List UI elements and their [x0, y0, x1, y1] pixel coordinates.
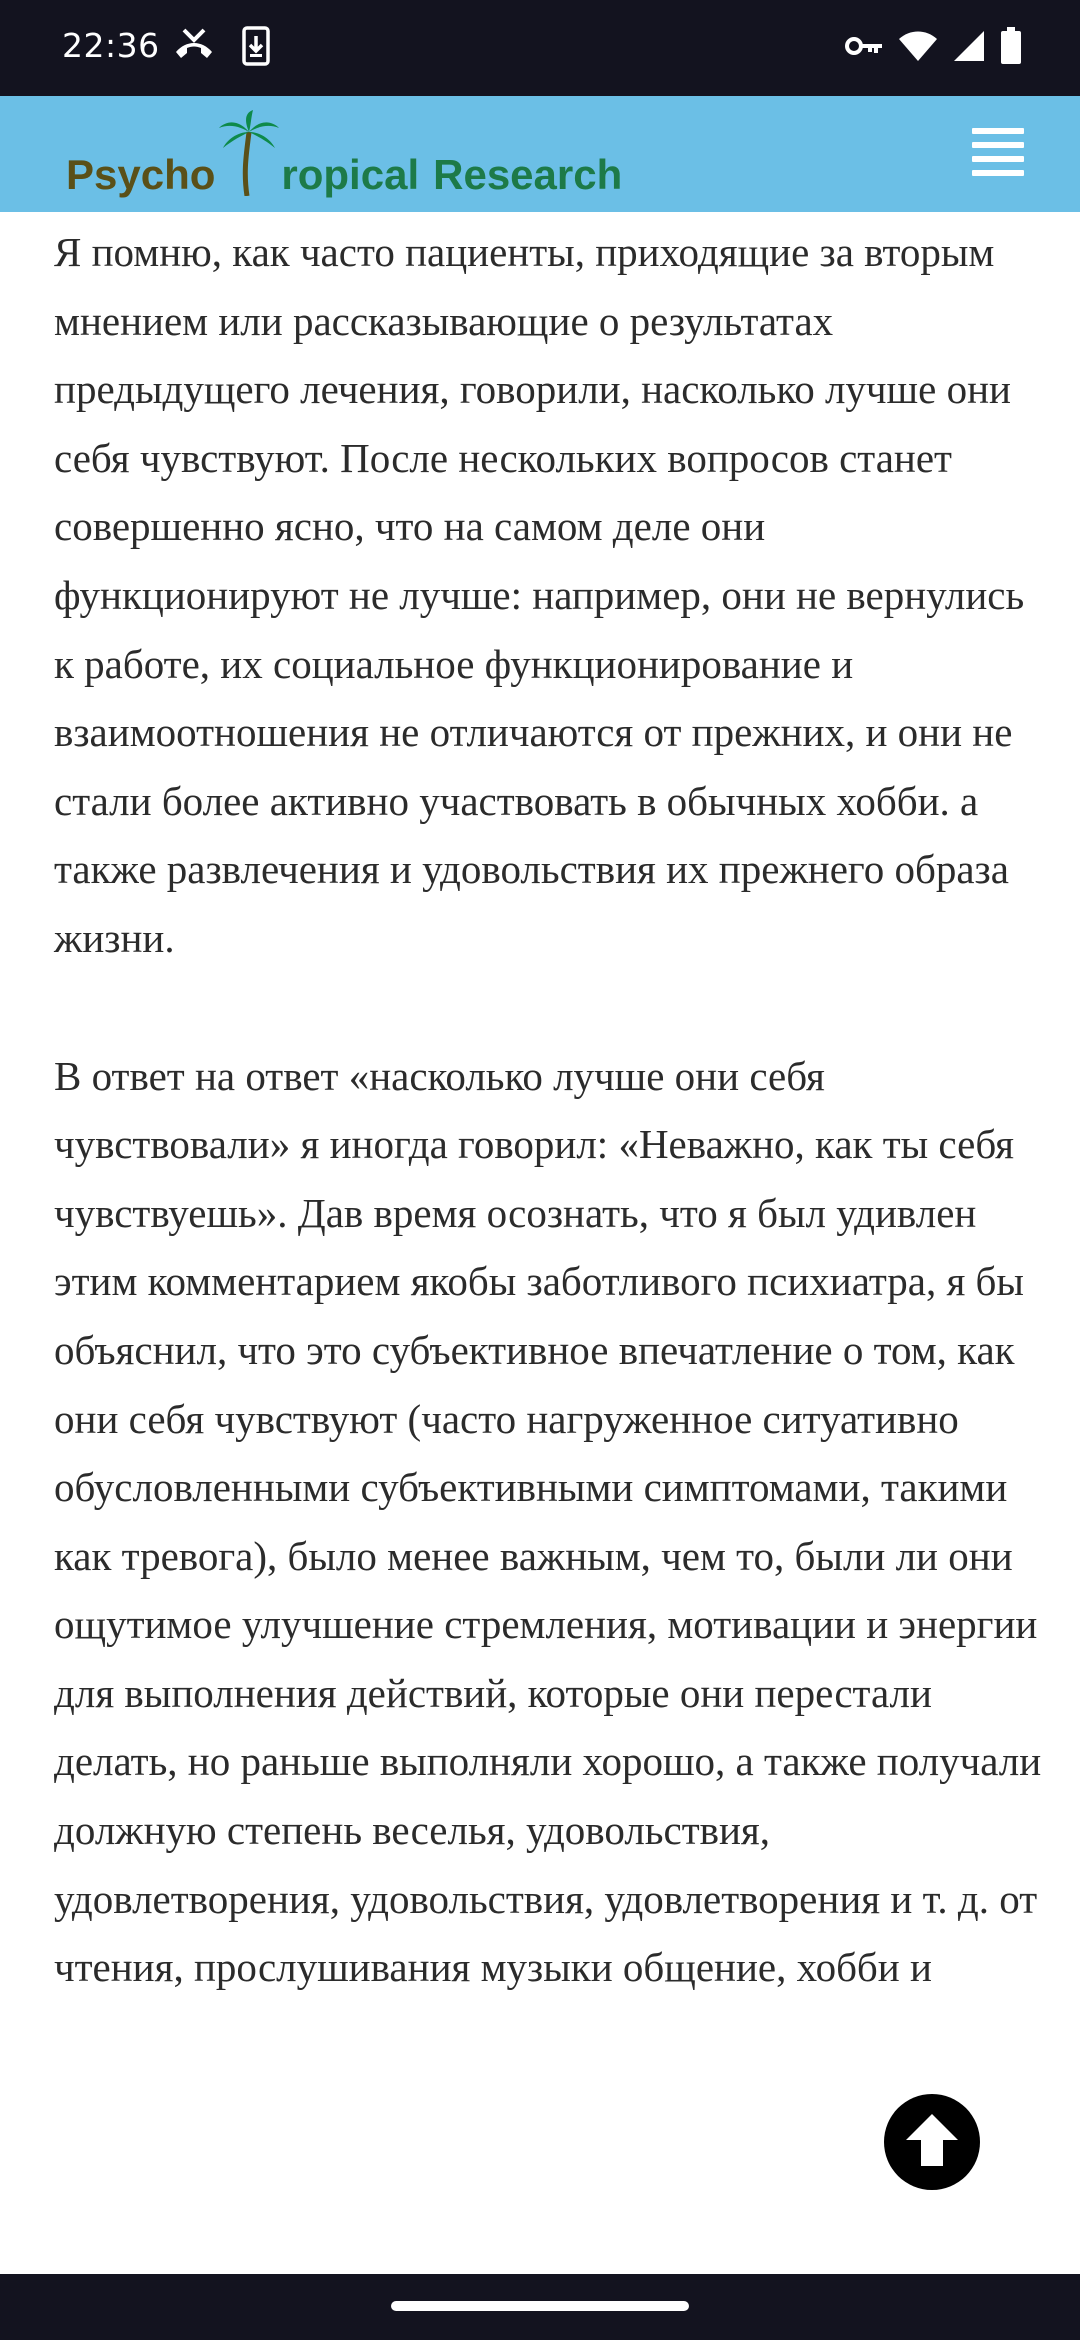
status-bar: [0, 0, 1080, 96]
home-gesture-handle[interactable]: [391, 2301, 689, 2311]
palm-tree-icon: [217, 136, 281, 196]
missed-call-icon: [172, 26, 216, 70]
download-icon: [242, 26, 270, 70]
article-body: [0, 212, 1080, 2274]
status-time: 22:36: [62, 26, 160, 65]
arrow-up-icon: [902, 2110, 962, 2175]
logo-text-tropical: ropical: [281, 151, 420, 198]
site-logo[interactable]: [66, 136, 622, 196]
signal-icon: [952, 29, 986, 67]
article-paragraph: В ответ на ответ «насколько лучше они себя чувствовали» я иногда говорил: «Неважно, как ты себя чувствуешь». Дав время осознать, что я был удивлен этим комментарием якобы заботливого психиатра, я бы объяснил, что это субъективное впечатление о том, как они себя чувствуют (часто нагруженное ситуативно обусловленными субъективными симптомами, такими как тревога), было менее важным, чем то, были ли они ощутимое улучшение стремления, мотивации и энергии для выполнения действий, которые они перестали делать, но раньше выполняли хорошо, а также получали должную степень веселья, удовольствия, удовлетворения, удовольствия, удовлетворения и т. д. от чтения, прослушивания музыки общение, хобби и: [54, 1052, 1042, 1991]
status-right-icons: [844, 26, 1022, 70]
wifi-icon: [898, 29, 938, 67]
article-paragraph: Я помню, как часто пациенты, приходящие за вторым мнением или рассказывающие о результатах предыдущего лечения, говорили, насколько лучше они себя чувствуют. После нескольких вопросов станет совершенно ясно, что на самом деле они функционируют не лучше: например, они не вернулись к работе, их социальное функционирование и взаимоотношения не отличаются от прежних, и они не стали более активно участвовать в обычных хобби. а также развлечения и удовольствия их прежнего образа жизни.: [54, 229, 1025, 961]
vpn-key-icon: [844, 34, 884, 62]
battery-icon: [1000, 27, 1022, 69]
logo-text-research: Research: [433, 151, 623, 198]
hamburger-menu-icon[interactable]: [972, 126, 1024, 182]
status-left-icons: [172, 26, 270, 70]
site-header: [0, 96, 1080, 212]
scroll-to-top-button[interactable]: [884, 2094, 980, 2190]
system-navigation-bar: [0, 2274, 1080, 2340]
logo-text-psycho: Psycho: [66, 151, 216, 198]
